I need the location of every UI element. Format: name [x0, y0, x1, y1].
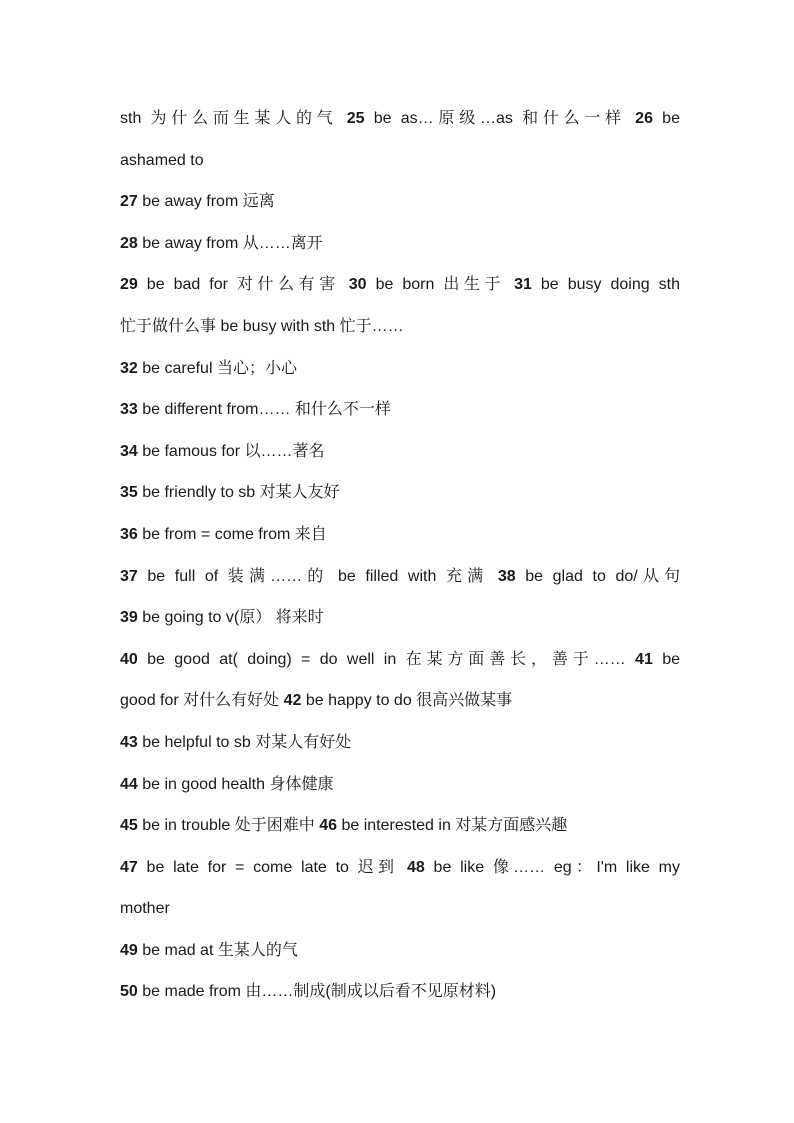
line-6-seg-1: 忙于做什么事 be busy with sth 忙于……: [120, 317, 404, 335]
text-line-4: [120, 223, 680, 265]
text-line-17: [120, 764, 680, 806]
line-16-seg-1: 43: [120, 733, 138, 751]
line-15-seg-3: be happy to do 很高兴做某事: [301, 692, 513, 710]
line-5-seg-6: be busy doing sth: [531, 276, 680, 294]
line-14-seg-4: be: [652, 650, 680, 668]
line-7-seg-2: be careful 当心；小心: [137, 359, 297, 377]
line-3-seg-1: 27: [120, 193, 138, 211]
line-12-seg-1: 37: [120, 567, 138, 585]
line-15-seg-2: 42: [283, 692, 302, 710]
text-line-12: [120, 556, 680, 598]
line-22-seg-2: be made from 由……制成(制成以后看不见原材料): [137, 983, 497, 1001]
line-1-seg-2: 25: [346, 110, 365, 127]
text-line-18: [120, 805, 680, 847]
line-8-seg-1: 33: [120, 401, 138, 419]
text-line-1: [120, 98, 680, 140]
line-9-seg-1: 34: [120, 442, 138, 460]
line-1-seg-5: be: [652, 110, 680, 127]
line-21-seg-1: 49: [120, 941, 138, 959]
line-2-seg-1: ashamed to: [120, 151, 204, 169]
line-13-seg-1: 39: [120, 609, 138, 627]
line-3-seg-2: be away from 远离: [137, 193, 275, 211]
text-line-22: [120, 971, 680, 1013]
text-line-9: [120, 431, 680, 473]
line-4-seg-2: be away from 从……离开: [137, 234, 323, 252]
line-4-seg-1: 28: [120, 234, 138, 252]
line-21-seg-2: be mad at 生某人的气: [137, 941, 298, 959]
line-20-seg-1: mother: [120, 900, 170, 918]
line-5-seg-4: be born 出生于: [366, 276, 515, 294]
text-line-15: [120, 680, 680, 722]
line-18-seg-3: 46: [319, 817, 337, 835]
line-16-seg-2: be helpful to sb 对某人有好处: [137, 733, 352, 751]
line-19-seg-4: be like 像…… eg：I'm like my: [424, 858, 680, 876]
document-page: [120, 98, 680, 1013]
line-14-seg-2: be good at( doing) = do well in 在某方面善长，善于……: [137, 650, 636, 668]
text-line-10: [120, 472, 680, 514]
line-18-seg-1: 45: [120, 817, 138, 835]
line-11-seg-1: 36: [120, 525, 138, 543]
text-line-11: [120, 514, 680, 556]
text-line-21: [120, 930, 680, 972]
line-13-seg-2: be going to v(原） 将来时: [137, 609, 324, 627]
text-line-5: [120, 264, 680, 306]
line-10-seg-1: 35: [120, 484, 138, 502]
line-8-seg-2: be different from…… 和什么不一样: [137, 401, 391, 419]
text-line-16: [120, 722, 680, 764]
line-12-seg-3: 38: [497, 567, 516, 585]
line-5-seg-2: be bad for 对什么有害: [137, 276, 349, 294]
line-12-seg-2: be full of 装满……的 be filled with 充满: [137, 567, 498, 585]
text-line-13: [120, 597, 680, 639]
line-17-seg-2: be in good health 身体健康: [137, 775, 334, 793]
line-5-seg-1: 29: [120, 276, 138, 294]
line-1-seg-4: 26: [635, 110, 653, 127]
line-5-seg-3: 30: [348, 276, 367, 294]
line-19-seg-3: 48: [407, 858, 425, 876]
line-22-seg-1: 50: [120, 983, 138, 1001]
line-17-seg-1: 44: [120, 775, 138, 793]
line-5-seg-5: 31: [514, 276, 532, 294]
line-14-seg-1: 40: [120, 650, 138, 668]
line-1-seg-3: be as…原级…as 和什么一样: [364, 110, 636, 127]
line-19-seg-2: be late for = come late to 迟到: [137, 858, 408, 876]
text-line-19: [120, 847, 680, 889]
line-18-seg-2: be in trouble 处于困难中: [137, 817, 320, 835]
line-15-seg-1: good for 对什么有好处: [120, 692, 284, 710]
text-line-7: [120, 348, 680, 390]
line-9-seg-2: be famous for 以……著名: [137, 442, 325, 460]
line-10-seg-2: be friendly to sb 对某人友好: [137, 484, 340, 502]
line-14-seg-3: 41: [635, 650, 653, 668]
line-1-seg-1: sth 为什么而生某人的气: [120, 110, 347, 127]
line-19-seg-1: 47: [120, 858, 138, 876]
text-line-20: [120, 888, 680, 930]
text-line-3: [120, 181, 680, 223]
text-line-8: [120, 389, 680, 431]
text-line-6: [120, 306, 680, 348]
line-12-seg-4: be glad to do/从句: [515, 567, 680, 585]
text-line-2: [120, 140, 680, 182]
line-7-seg-1: 32: [120, 359, 138, 377]
line-18-seg-4: be interested in 对某方面感兴趣: [337, 817, 568, 835]
line-11-seg-2: be from = come from 来自: [137, 525, 327, 543]
text-line-14: [120, 639, 680, 681]
